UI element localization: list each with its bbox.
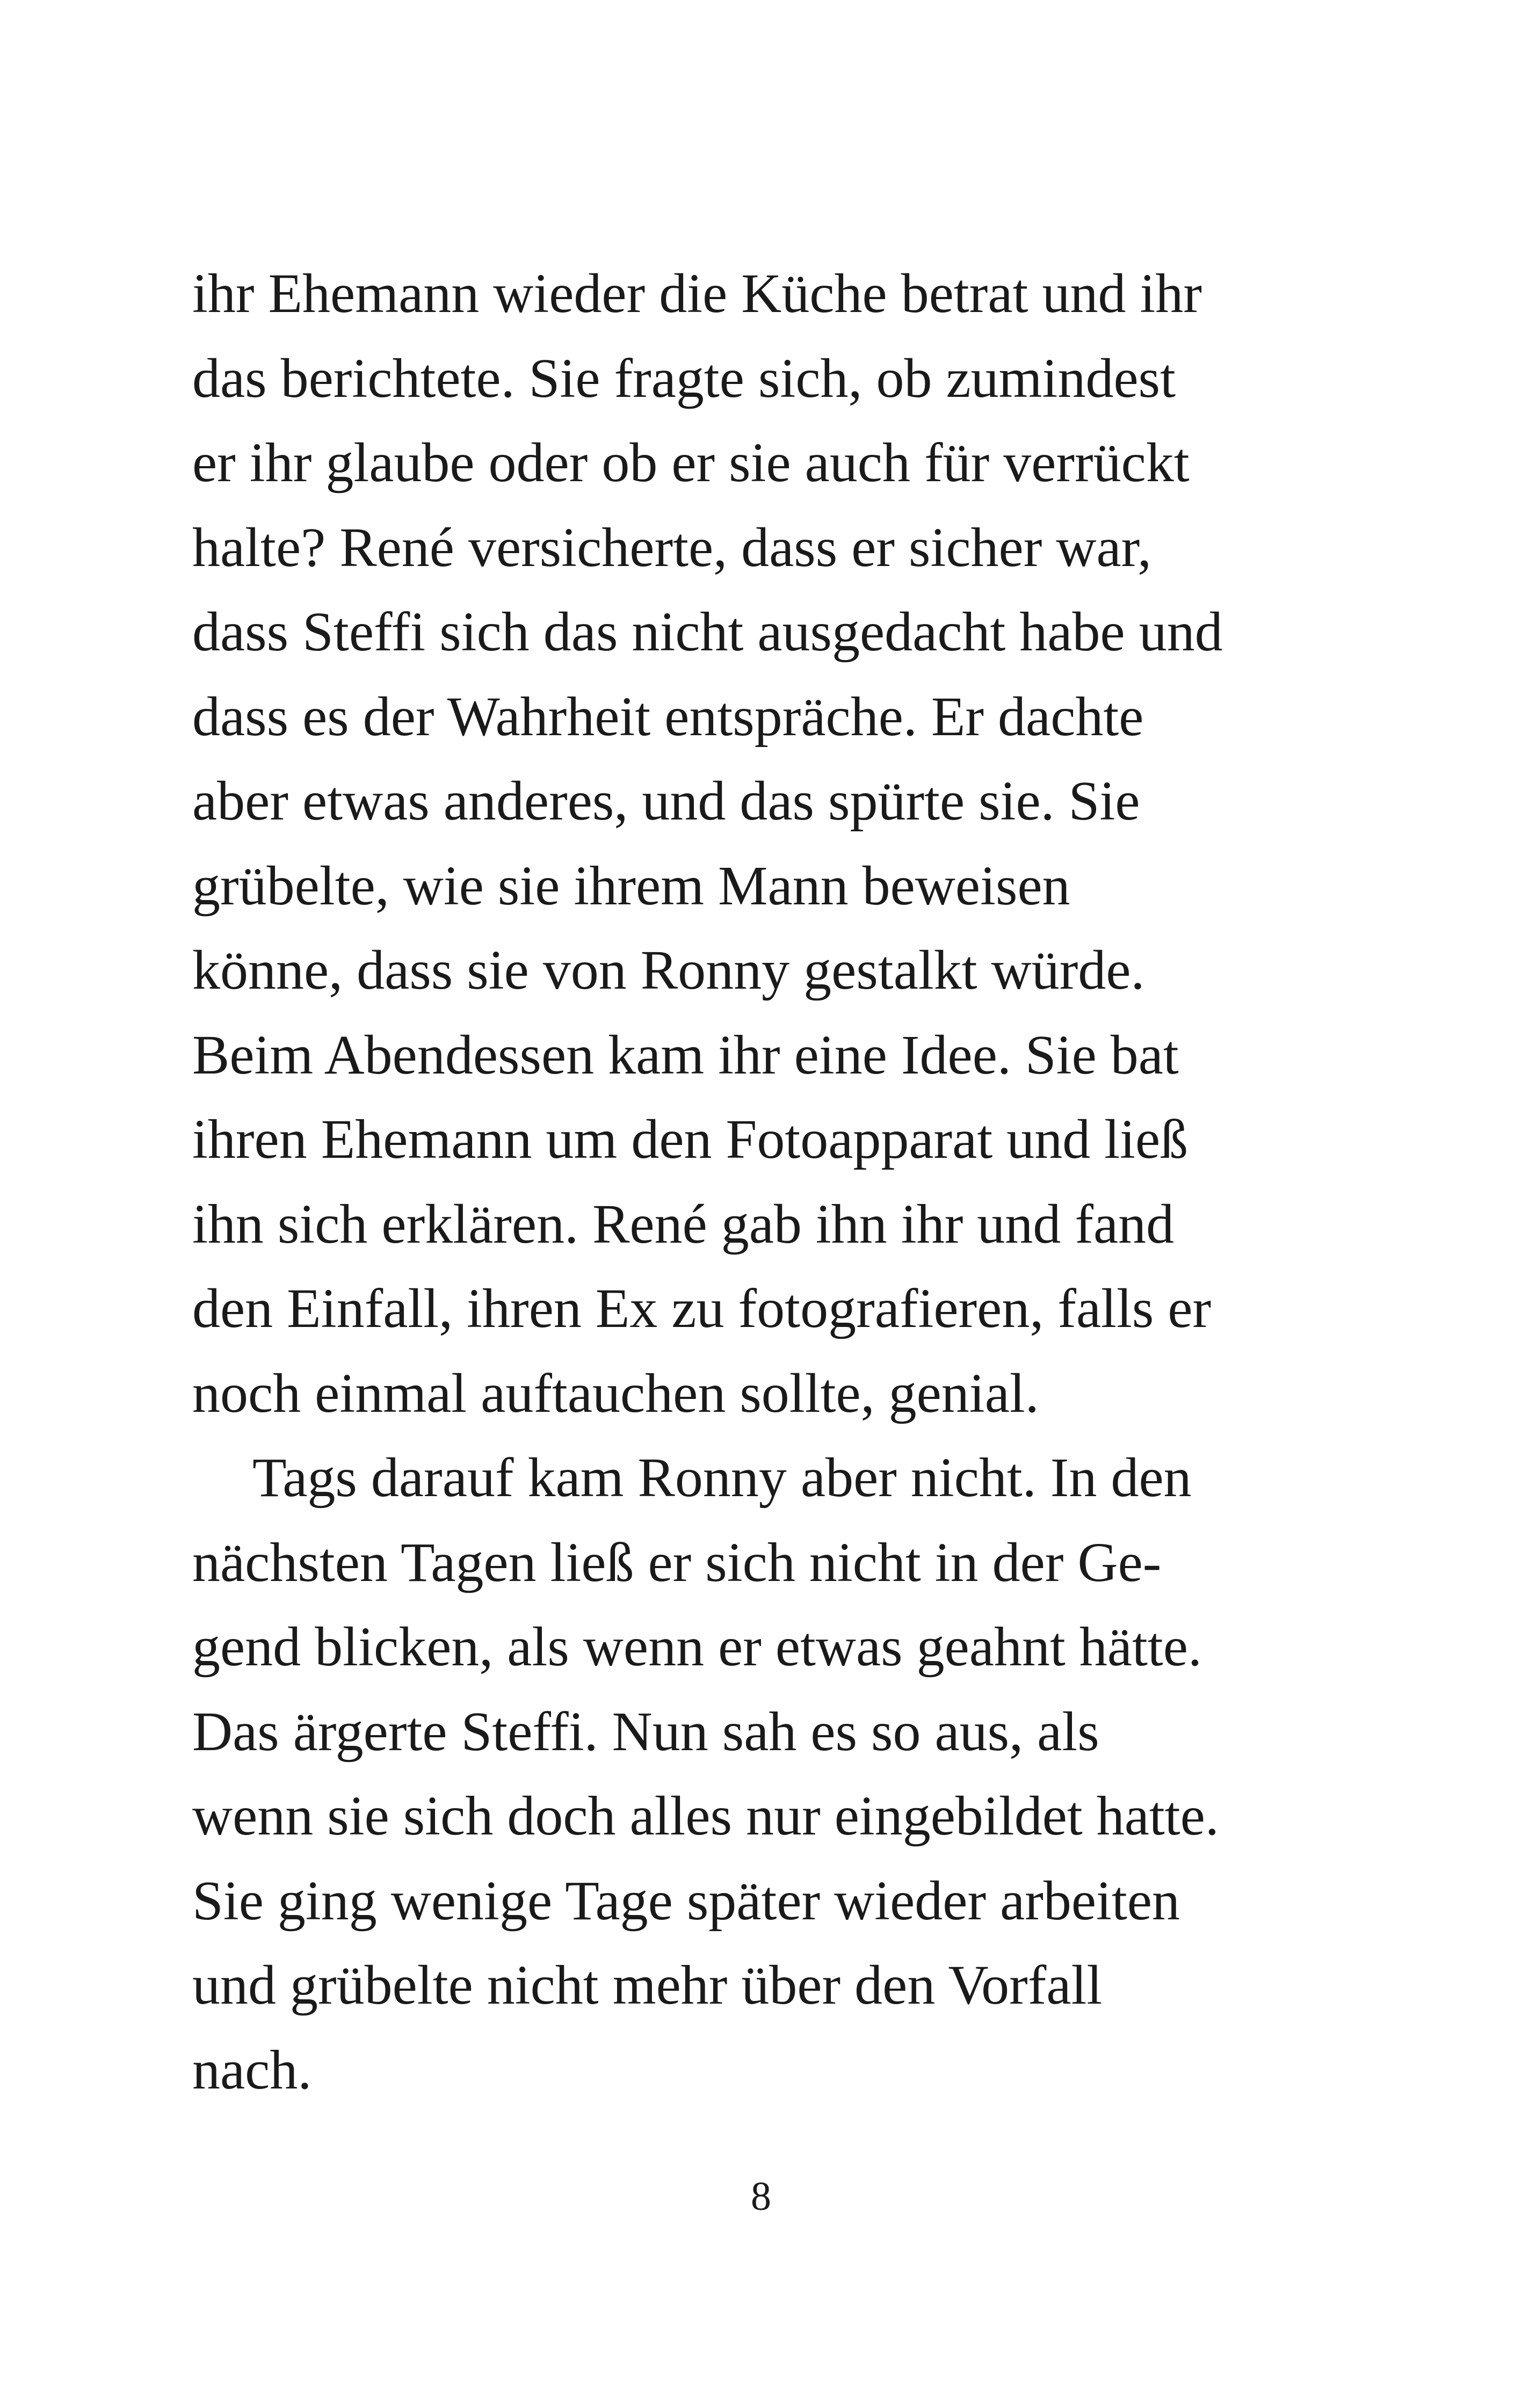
text-line: halte? René versicherte, dass er sicher war, <box>192 516 1152 578</box>
text-line: ihr Ehemann wieder die Küche betrat und ihr <box>192 263 1202 324</box>
text-line: könne, dass sie von Ronny gestalkt würde. <box>192 939 1145 1001</box>
text-line: den Einfall, ihren Ex zu fotografieren, falls er <box>192 1278 1212 1339</box>
text-line: wenn sie sich doch alles nur eingebildet hatte. <box>192 1785 1219 1847</box>
body-text <box>192 251 1266 2112</box>
text-line: gend blicken, als wenn er etwas geahnt hätte. <box>192 1616 1202 1678</box>
text-line: und grübelte nicht mehr über den Vorfall <box>192 1954 1103 2016</box>
text-line: das berichtete. Sie fragte sich, ob zumindest <box>192 347 1176 409</box>
text-line: ihren Ehemann um den Fotoapparat und ließ <box>192 1108 1188 1170</box>
text-line: aber etwas anderes, und das spürte sie. Sie <box>192 770 1140 832</box>
text-line: Das ärgerte Steffi. Nun sah es so aus, als <box>192 1700 1099 1763</box>
text-line: dass es der Wahrheit entspräche. Er dachte <box>192 685 1144 748</box>
text-line: grübelte, wie sie ihrem Mann beweisen <box>192 854 1070 917</box>
text-line: dass Steffi sich das nicht ausgedacht habe und <box>192 601 1223 663</box>
text-line: ihn sich erklären. René gab ihn ihr und fand <box>192 1193 1175 1255</box>
paragraph-first-line: Tags darauf kam Ronny aber nicht. In den <box>252 1447 1192 1508</box>
page-number: 8 <box>751 2174 771 2219</box>
text-line: er ihr glaube oder ob er sie auch für verrückt <box>192 432 1190 494</box>
text-line: nächsten Tagen ließ er sich nicht in der Ge- <box>192 1531 1162 1593</box>
text-line: nach. <box>192 2039 312 2101</box>
text-line: Beim Abendessen kam ihr eine Idee. Sie bat <box>192 1024 1179 1086</box>
text-line: Sie ging wenige Tage später wieder arbeiten <box>192 1869 1180 1932</box>
text-line: noch einmal auftauchen sollte, genial. <box>192 1362 1039 1424</box>
